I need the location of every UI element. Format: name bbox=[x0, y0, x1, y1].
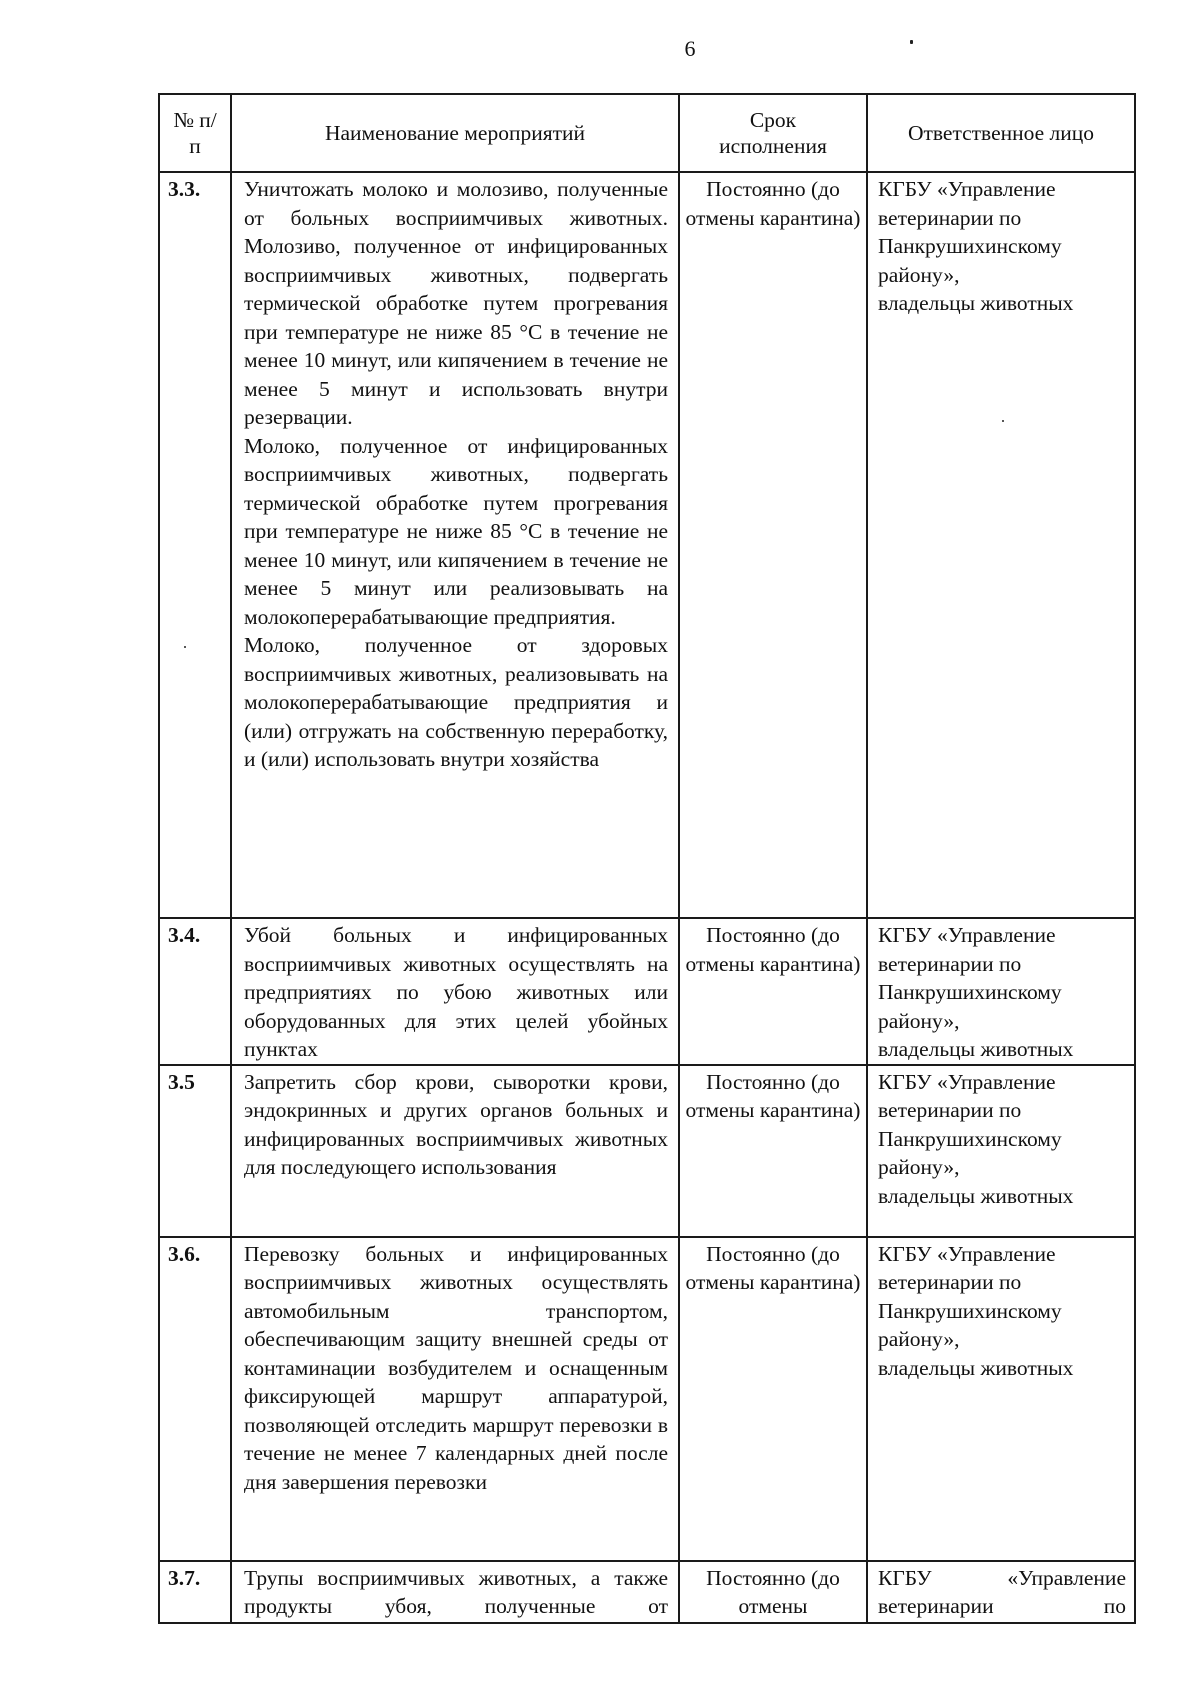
term-text bbox=[679, 1561, 867, 1623]
responsible-line: КГБУ «Управление ветеринарии по Панкрушихинскому району», bbox=[878, 177, 1062, 287]
header-responsible: Ответственное лицо bbox=[867, 94, 1135, 172]
table-row bbox=[159, 918, 1135, 1065]
responsible-text bbox=[867, 1561, 1135, 1623]
table-header-row bbox=[159, 94, 1135, 172]
header-num: № п/п bbox=[159, 94, 231, 172]
table-row bbox=[159, 1561, 1135, 1623]
scan-speck bbox=[910, 40, 913, 44]
measure-paragraph: Молоко, полученное от инфицированных восприимчивых животных, подвергать термической обработке путем прогревания при температуре не ниже 85 °С в течение не менее 10 минут, или кипячением в течение не менее 5 минут или реализовывать на молокоперерабатывающие предприятия. bbox=[244, 433, 668, 629]
row-number: 3.7. bbox=[159, 1561, 231, 1623]
measure-paragraph: Перевозку больных и инфицированных восприимчивых животных осуществлять автомобильным транспортом, обеспечивающим защиту внешней среды от контаминации возбудителем и оснащенным фиксирующей маршрут аппаратурой, позволяющей отследить маршрут перевозки в течение не менее 7 календарных дней после дня завершения перевозки bbox=[244, 1241, 668, 1494]
responsible-text bbox=[867, 172, 1135, 918]
term-line: Постоянно (до отмены bbox=[706, 1565, 840, 1618]
responsible-line: КГБУ «Управление ветеринарии по Панкрушихинскому району», bbox=[878, 1069, 1062, 1179]
responsible-line: владельцы животных bbox=[878, 1355, 1074, 1380]
responsible-line: КГБУ «Управление ветеринарии по Панкрушихинскому району», bbox=[878, 923, 1062, 1033]
measure-text bbox=[231, 1237, 679, 1561]
measure-paragraph: Запретить сбор крови, сыворотки крови, эндокринных и других органов больных и инфицированных восприимчивых животных для последующего использования bbox=[244, 1069, 668, 1179]
table-row bbox=[159, 1065, 1135, 1237]
responsible-text bbox=[867, 1065, 1135, 1237]
term-text: Постоянно (до отмены карантина) bbox=[679, 1065, 867, 1237]
responsible-line: владельцы животных bbox=[878, 291, 1074, 315]
measure-text bbox=[231, 1065, 679, 1237]
measure-paragraph: Молоко, полученное от здоровых восприимчивых животных, реализовывать на молокоперерабатывающие предприятия и (или) отгружать на собственную переработку, и (или) использовать внутри хозяйства bbox=[244, 633, 668, 771]
term-text: Постоянно (до отмены карантина) bbox=[679, 918, 867, 1065]
table-row bbox=[159, 172, 1135, 918]
measure-paragraph: Убой больных и инфицированных восприимчивых животных осуществлять на предприятиях по убою животных или оборудованных для этих целей убойных пунктах bbox=[244, 923, 668, 1061]
measure-text bbox=[231, 1561, 679, 1623]
measure-paragraph: Трупы восприимчивых животных, а также продукты убоя, полученные от bbox=[244, 1565, 668, 1618]
page-number: 6 bbox=[684, 36, 696, 61]
responsible-line: КГБУ «Управление ветеринарии по Панкрушихинскому району», bbox=[878, 1241, 1062, 1351]
scan-speck bbox=[184, 646, 186, 648]
scan-speck bbox=[1002, 420, 1004, 422]
responsible-line: владельцы животных bbox=[878, 1037, 1074, 1061]
row-number: 3.3. bbox=[159, 172, 231, 918]
row-number: 3.4. bbox=[159, 918, 231, 1065]
header-name: Наименование мероприятий bbox=[231, 94, 679, 172]
responsible-line: владельцы животных bbox=[878, 1183, 1074, 1208]
measure-text bbox=[231, 918, 679, 1065]
row-number: 3.6. bbox=[159, 1237, 231, 1561]
row-number: 3.5 bbox=[159, 1065, 231, 1237]
responsible-line: КГБУ «Управление ветеринарии по bbox=[878, 1565, 1126, 1618]
measures-table bbox=[158, 93, 1136, 1624]
header-term: Срок исполнения bbox=[679, 94, 867, 172]
responsible-text bbox=[867, 1237, 1135, 1561]
measure-text bbox=[231, 172, 679, 918]
table-row bbox=[159, 1237, 1135, 1561]
responsible-text bbox=[867, 918, 1135, 1065]
measure-paragraph: Уничтожать молоко и молозиво, полученные от больных восприимчивых животных. Молозиво, полученное от инфицированных восприимчивых животных, подвергать термической обработке путем прогревания при температуре не ниже 85 °С в течение не менее 10 минут, или кипячением в течение не менее 5 минут и использовать внутри резервации. bbox=[244, 177, 668, 429]
term-text: Постоянно (до отмены карантина) bbox=[679, 172, 867, 918]
term-text: Постоянно (до отмены карантина) bbox=[679, 1237, 867, 1561]
